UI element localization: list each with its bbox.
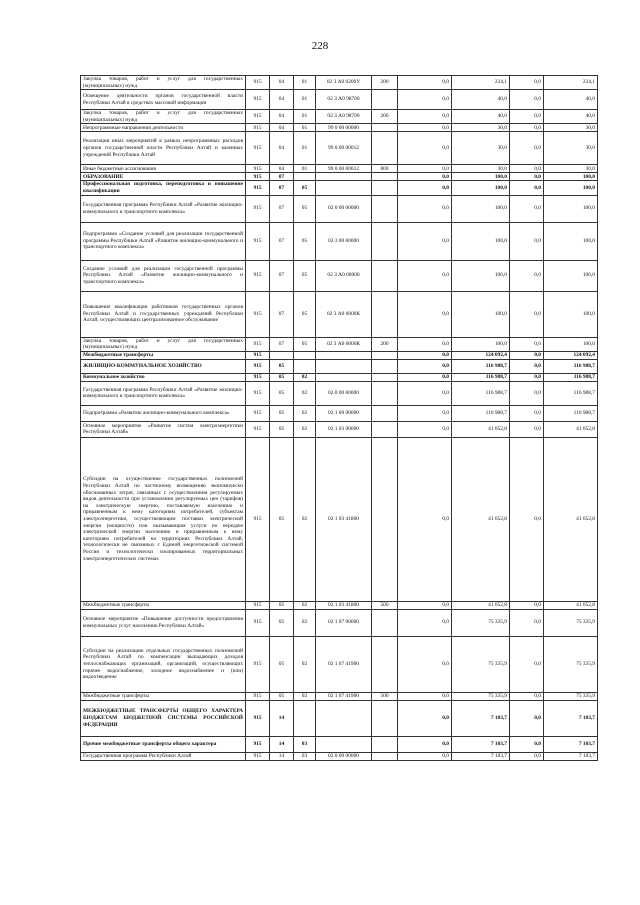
amount-col3: 0,0 [510, 165, 544, 173]
section-code: 05 [270, 692, 294, 700]
target-code: 02 1 00 00000 [316, 405, 372, 421]
amount-col4: 100,0 [544, 291, 598, 337]
table-row [81, 359, 598, 373]
row-name: ОБРАЗОВАНИЕ [81, 173, 246, 181]
amount-col4: 7 103,7 [544, 752, 598, 760]
amount-col2: 116 988,7 [452, 359, 510, 373]
row-name: Государственная программа Республики Алтай [81, 752, 246, 760]
amount-col1: 0,0 [398, 437, 452, 601]
row-name: Субсидии на реализацию отдельных государственных полномочий Республики Алтай по компенсации выпадающих доходов теплоснабжающих организаций, организаций, осуществляющих горячее водоснабжение, холодное водоснабжение и (или) водоотведение [81, 636, 246, 692]
amount-col2: 30,0 [452, 132, 510, 165]
section-code: 04 [270, 90, 294, 110]
amount-col2: 100,0 [452, 260, 510, 291]
row-name: Закупка товаров, работ и услуг для государственных (муниципальных) нужд [81, 76, 246, 90]
expense-type-code [372, 181, 398, 195]
section-code: 07 [270, 181, 294, 195]
amount-col4: 234,1 [544, 76, 598, 90]
row-name: Государственная программа Республики Алтай «Развитие жилищно-коммунального и транспортного комплекса» [81, 381, 246, 405]
amount-col2: 100,0 [452, 181, 510, 195]
subsection-code: 02 [294, 692, 316, 700]
amount-col4: 100,0 [544, 222, 598, 260]
target-code: 02 3 А0 98700 [316, 90, 372, 110]
row-name: Иные бюджетные ассигнования [81, 165, 246, 173]
amount-col4: 40,0 [544, 90, 598, 110]
section-code: 05 [270, 601, 294, 609]
amount-col3: 0,0 [510, 405, 544, 421]
expense-type-code [372, 260, 398, 291]
admin-code: 915 [246, 636, 270, 692]
section-code: 05 [270, 421, 294, 437]
section-code: 05 [270, 381, 294, 405]
amount-col4: 41 652,8 [544, 421, 598, 437]
section-code [270, 351, 294, 359]
section-code: 14 [270, 736, 294, 752]
expense-type-code [372, 736, 398, 752]
expense-type-code [372, 609, 398, 636]
expense-type-code [372, 132, 398, 165]
amount-col2: 41 652,8 [452, 437, 510, 601]
amount-col2: 75 335,9 [452, 609, 510, 636]
amount-col4: 7 103,7 [544, 736, 598, 752]
amount-col3: 0,0 [510, 76, 544, 90]
amount-col2: 75 335,9 [452, 636, 510, 692]
table-row [81, 195, 598, 222]
subsection-code: 05 [294, 181, 316, 195]
amount-col3: 0,0 [510, 421, 544, 437]
table-row [81, 76, 598, 90]
table-row [81, 601, 598, 609]
amount-col1: 0,0 [398, 373, 452, 381]
amount-col2: 7 103,7 [452, 752, 510, 760]
section-code: 04 [270, 110, 294, 124]
section-code: 05 [270, 405, 294, 421]
amount-col1: 0,0 [398, 90, 452, 110]
admin-code: 915 [246, 609, 270, 636]
subsection-code: 01 [294, 76, 316, 90]
table-row [81, 752, 598, 760]
section-code: 07 [270, 173, 294, 181]
table-row [81, 700, 598, 736]
amount-col3: 0,0 [510, 291, 544, 337]
amount-col3: 0,0 [510, 609, 544, 636]
section-code: 07 [270, 222, 294, 260]
row-name: Подпрограмма «Развитие жилищно-коммунального комплекса» [81, 405, 246, 421]
subsection-code: 01 [294, 124, 316, 132]
target-code [316, 373, 372, 381]
table-row [81, 260, 598, 291]
admin-code: 915 [246, 173, 270, 181]
row-name: Межбюджетные трансферты [81, 601, 246, 609]
target-code: 02 0 00 00000 [316, 752, 372, 760]
target-code: 02 3 А0 0000К [316, 337, 372, 351]
section-code: 05 [270, 437, 294, 601]
subsection-code: 05 [294, 260, 316, 291]
amount-col3: 0,0 [510, 381, 544, 405]
section-code: 05 [270, 636, 294, 692]
admin-code: 915 [246, 260, 270, 291]
section-code: 07 [270, 291, 294, 337]
expense-type-code: 200 [372, 337, 398, 351]
subsection-code: 05 [294, 222, 316, 260]
admin-code: 915 [246, 359, 270, 373]
amount-col3: 0,0 [510, 90, 544, 110]
target-code: 02 1 03 41800 [316, 437, 372, 601]
row-name: Непрограммные направления деятельности [81, 124, 246, 132]
table-row [81, 181, 598, 195]
amount-col1: 0,0 [398, 609, 452, 636]
subsection-code [294, 700, 316, 736]
amount-col2: 234,1 [452, 76, 510, 90]
amount-col3: 0,0 [510, 437, 544, 601]
row-name: Прочие межбюджетные трансферты общего характера [81, 736, 246, 752]
amount-col2: 7 103,7 [452, 736, 510, 752]
amount-col1: 0,0 [398, 124, 452, 132]
amount-col2: 116 988,7 [452, 381, 510, 405]
target-code: 02 0 00 00000 [316, 381, 372, 405]
amount-col1: 0,0 [398, 601, 452, 609]
expense-type-code [372, 291, 398, 337]
amount-col4: 124 092,4 [544, 351, 598, 359]
row-name: ЖИЛИЩНО-КОММУНАЛЬНОЕ ХОЗЯЙСТВО [81, 359, 246, 373]
amount-col3: 0,0 [510, 700, 544, 736]
table-row [81, 405, 598, 421]
expense-type-code: 200 [372, 76, 398, 90]
admin-code: 915 [246, 601, 270, 609]
table-row [81, 636, 598, 692]
target-code [316, 359, 372, 373]
table-row [81, 291, 598, 337]
expense-type-code: 500 [372, 601, 398, 609]
section-code: 04 [270, 165, 294, 173]
amount-col2: 40,0 [452, 110, 510, 124]
amount-col4: 7 103,7 [544, 700, 598, 736]
target-code: 02 1 03 00000 [316, 421, 372, 437]
amount-col2: 30,0 [452, 124, 510, 132]
amount-col4: 30,0 [544, 165, 598, 173]
row-name: Освещение деятельности органов государственной власти Республики Алтай в средствах массовой информации [81, 90, 246, 110]
table-row [81, 736, 598, 752]
expense-type-code [372, 373, 398, 381]
expense-type-code: 800 [372, 165, 398, 173]
row-name: Создание условий для реализации государственной программы Республики Алтай «Развитие жилищно-коммунального и транспортного комплекса» [81, 260, 246, 291]
table-row [81, 173, 598, 181]
admin-code: 915 [246, 736, 270, 752]
subsection-code [294, 359, 316, 373]
row-name: Межбюджетные трансферты [81, 351, 246, 359]
subsection-code: 01 [294, 165, 316, 173]
table-row [81, 351, 598, 359]
amount-col1: 0,0 [398, 381, 452, 405]
target-code: 02 1 03 41800 [316, 601, 372, 609]
subsection-code: 05 [294, 291, 316, 337]
amount-col1: 0,0 [398, 222, 452, 260]
expense-type-code [372, 405, 398, 421]
amount-col4: 40,0 [544, 110, 598, 124]
amount-col1: 0,0 [398, 132, 452, 165]
subsection-code: 02 [294, 601, 316, 609]
expense-type-code [372, 700, 398, 736]
table-row [81, 692, 598, 700]
target-code: 02 1 07 41900 [316, 692, 372, 700]
target-code: 02 3 А0 0000К [316, 291, 372, 337]
amount-col2: 100,0 [452, 173, 510, 181]
amount-col4: 100,0 [544, 260, 598, 291]
amount-col2: 116 988,7 [452, 405, 510, 421]
expense-type-code [372, 195, 398, 222]
table-row [81, 337, 598, 351]
amount-col3: 0,0 [510, 752, 544, 760]
amount-col2: 100,0 [452, 195, 510, 222]
target-code: 02 3 А0 98700 [316, 110, 372, 124]
amount-col4: 30,0 [544, 132, 598, 165]
amount-col3: 0,0 [510, 337, 544, 351]
table-row [81, 90, 598, 110]
admin-code: 915 [246, 381, 270, 405]
target-code: 02 3 00 00000 [316, 222, 372, 260]
expense-type-code [372, 381, 398, 405]
target-code: 02 3 А0 0200У [316, 76, 372, 90]
row-name: Государственная программа Республики Алтай «Развитие жилищно-коммунального и транспортного комплекса» [81, 195, 246, 222]
amount-col3: 0,0 [510, 636, 544, 692]
subsection-code: 02 [294, 405, 316, 421]
amount-col2: 100,0 [452, 222, 510, 260]
amount-col2: 116 988,7 [452, 373, 510, 381]
admin-code: 915 [246, 373, 270, 381]
amount-col2: 30,0 [452, 165, 510, 173]
amount-col1: 0,0 [398, 76, 452, 90]
section-code: 04 [270, 76, 294, 90]
expense-type-code [372, 90, 398, 110]
amount-col4: 75 335,9 [544, 692, 598, 700]
expense-type-code [372, 222, 398, 260]
section-code: 04 [270, 132, 294, 165]
subsection-code [294, 173, 316, 181]
table-row [81, 437, 598, 601]
target-code: 02 1 07 00000 [316, 609, 372, 636]
expense-type-code [372, 752, 398, 760]
admin-code: 915 [246, 437, 270, 601]
expense-type-code: 200 [372, 110, 398, 124]
amount-col1: 0,0 [398, 752, 452, 760]
subsection-code: 03 [294, 736, 316, 752]
amount-col4: 116 988,7 [544, 405, 598, 421]
amount-col4: 75 335,9 [544, 636, 598, 692]
expense-type-code [372, 636, 398, 692]
section-code: 04 [270, 124, 294, 132]
row-name: Закупка товаров, работ и услуг для государственных (муниципальных) нужд [81, 110, 246, 124]
target-code [316, 736, 372, 752]
subsection-code: 02 [294, 381, 316, 405]
amount-col1: 0,0 [398, 351, 452, 359]
target-code [316, 173, 372, 181]
amount-col1: 0,0 [398, 636, 452, 692]
table-row [81, 381, 598, 405]
admin-code: 915 [246, 90, 270, 110]
expense-type-code [372, 359, 398, 373]
admin-code: 915 [246, 124, 270, 132]
amount-col1: 0,0 [398, 405, 452, 421]
amount-col4: 75 335,9 [544, 609, 598, 636]
amount-col2: 100,0 [452, 291, 510, 337]
table-row [81, 373, 598, 381]
table-row [81, 222, 598, 260]
table-row [81, 124, 598, 132]
row-name: МЕЖБЮДЖЕТНЫЕ ТРАНСФЕРТЫ ОБЩЕГО ХАРАКТЕРА БЮДЖЕТАМ БЮДЖЕТНОЙ СИСТЕМЫ РОССИЙСКОЙ ФЕДЕРАЦИИ [81, 700, 246, 736]
amount-col1: 0,0 [398, 173, 452, 181]
amount-col2: 124 092,4 [452, 351, 510, 359]
target-code [316, 181, 372, 195]
amount-col3: 0,0 [510, 124, 544, 132]
admin-code: 915 [246, 752, 270, 760]
amount-col1: 0,0 [398, 692, 452, 700]
amount-col3: 0,0 [510, 181, 544, 195]
admin-code: 915 [246, 76, 270, 90]
page-number: 228 [311, 40, 329, 52]
section-code: 05 [270, 359, 294, 373]
table-row [81, 609, 598, 636]
subsection-code: 01 [294, 110, 316, 124]
amount-col2: 41 652,8 [452, 421, 510, 437]
admin-code: 915 [246, 222, 270, 260]
admin-code: 915 [246, 405, 270, 421]
expense-type-code [372, 351, 398, 359]
expense-type-code [372, 421, 398, 437]
table-row [81, 110, 598, 124]
amount-col3: 0,0 [510, 601, 544, 609]
target-code [316, 351, 372, 359]
amount-col4: 100,0 [544, 195, 598, 222]
amount-col3: 0,0 [510, 110, 544, 124]
amount-col2: 7 103,7 [452, 700, 510, 736]
budget-table [80, 75, 598, 761]
amount-col4: 100,0 [544, 181, 598, 195]
section-code: 07 [270, 195, 294, 222]
amount-col4: 116 988,7 [544, 381, 598, 405]
amount-col1: 0,0 [398, 110, 452, 124]
admin-code: 915 [246, 181, 270, 195]
row-name: Основное мероприятие «Развитие систем электроэнергетики Республики Алтай» [81, 421, 246, 437]
section-code: 07 [270, 337, 294, 351]
row-name: Основное мероприятие «Повышение доступности предоставления коммунальных услуг населению Республики Алтай» [81, 609, 246, 636]
admin-code: 915 [246, 110, 270, 124]
amount-col1: 0,0 [398, 195, 452, 222]
row-name: Субсидии на осуществление государственных полномочий Республики Алтай по частичному возмещению экономически обоснованных затрат, связанных с осуществлением регулируемых видов деятельности при установлении регулируемых цен (тарифов) на электрическую энергию, поставляемую населению и приравненным к нему категориям потребителей, субъектам электроэнергетики, осуществляющим поставки электрической энергии (мощности) или оказывающим услуги по передаче электрической энергии населению и приравненным к нему категориям потребителей на территориях Республики Алтай, технологически не связанных с Единой энергетической системой России и технологически изолированных территориальных электроэнергетических системах [81, 437, 246, 601]
amount-col3: 0,0 [510, 260, 544, 291]
row-name: Закупка товаров, работ и услуг для государственных (муниципальных) нужд [81, 337, 246, 351]
amount-col1: 0,0 [398, 421, 452, 437]
expense-type-code [372, 437, 398, 601]
subsection-code: 05 [294, 195, 316, 222]
amount-col4: 41 652,8 [544, 601, 598, 609]
admin-code: 915 [246, 165, 270, 173]
subsection-code: 02 [294, 636, 316, 692]
amount-col4: 116 988,7 [544, 359, 598, 373]
amount-col2: 75 335,9 [452, 692, 510, 700]
amount-col4: 100,0 [544, 337, 598, 351]
table-row [81, 165, 598, 173]
amount-col1: 0,0 [398, 337, 452, 351]
section-code: 07 [270, 260, 294, 291]
amount-col1: 0,0 [398, 359, 452, 373]
subsection-code: 02 [294, 609, 316, 636]
target-code: 02 1 07 41900 [316, 636, 372, 692]
table-row [81, 421, 598, 437]
subsection-code: 03 [294, 752, 316, 760]
amount-col4: 30,0 [544, 124, 598, 132]
subsection-code: 01 [294, 90, 316, 110]
amount-col1: 0,0 [398, 736, 452, 752]
section-code: 05 [270, 373, 294, 381]
amount-col3: 0,0 [510, 195, 544, 222]
admin-code: 915 [246, 337, 270, 351]
admin-code: 915 [246, 195, 270, 222]
admin-code: 915 [246, 692, 270, 700]
subsection-code: 05 [294, 337, 316, 351]
amount-col1: 0,0 [398, 165, 452, 173]
amount-col2: 100,0 [452, 337, 510, 351]
amount-col1: 0,0 [398, 260, 452, 291]
amount-col3: 0,0 [510, 132, 544, 165]
row-name: Реализация иных мероприятий в рамках непрограммных расходов органов государственной власти Республики Алтай и казенных учреждений Республики Алтай [81, 132, 246, 165]
amount-col4: 116 988,7 [544, 373, 598, 381]
target-code: 99 0 00 00012 [316, 165, 372, 173]
admin-code: 915 [246, 421, 270, 437]
amount-col3: 0,0 [510, 736, 544, 752]
amount-col3: 0,0 [510, 359, 544, 373]
table-row [81, 132, 598, 165]
target-code: 02 0 00 00000 [316, 195, 372, 222]
amount-col4: 100,0 [544, 173, 598, 181]
target-code: 99 0 00 00000 [316, 124, 372, 132]
subsection-code: 02 [294, 421, 316, 437]
admin-code: 915 [246, 351, 270, 359]
amount-col3: 0,0 [510, 351, 544, 359]
amount-col2: 40,0 [452, 90, 510, 110]
amount-col3: 0,0 [510, 222, 544, 260]
subsection-code: 01 [294, 132, 316, 165]
row-name: Подпрограмма «Создание условий для реализации государственной программы Республики Алтай «Развитие жилищно-коммунального и транспортного комплекса» [81, 222, 246, 260]
amount-col4: 41 652,8 [544, 437, 598, 601]
admin-code: 915 [246, 700, 270, 736]
admin-code: 915 [246, 291, 270, 337]
admin-code: 915 [246, 132, 270, 165]
row-name: Профессиональная подготовка, переподготовка и повышение квалификации [81, 181, 246, 195]
amount-col2: 41 652,8 [452, 601, 510, 609]
amount-col3: 0,0 [510, 173, 544, 181]
expense-type-code: 500 [372, 692, 398, 700]
target-code: 02 3 А0 00000 [316, 260, 372, 291]
subsection-code: 02 [294, 437, 316, 601]
subsection-code: 02 [294, 373, 316, 381]
expense-type-code [372, 173, 398, 181]
row-name: Коммунальное хозяйство [81, 373, 246, 381]
amount-col1: 0,0 [398, 181, 452, 195]
target-code [316, 700, 372, 736]
amount-col3: 0,0 [510, 692, 544, 700]
section-code: 14 [270, 700, 294, 736]
target-code: 99 0 00 00012 [316, 132, 372, 165]
subsection-code [294, 351, 316, 359]
row-name: Межбюджетные трансферты [81, 692, 246, 700]
amount-col3: 0,0 [510, 373, 544, 381]
section-code: 14 [270, 752, 294, 760]
expense-type-code [372, 124, 398, 132]
amount-col1: 0,0 [398, 291, 452, 337]
amount-col1: 0,0 [398, 700, 452, 736]
section-code: 05 [270, 609, 294, 636]
row-name: Повышение квалификации работников государственных органов Республики Алтай и государственных учреждений Республики Алтай, осуществляющих централизованное обслуживание [81, 291, 246, 337]
